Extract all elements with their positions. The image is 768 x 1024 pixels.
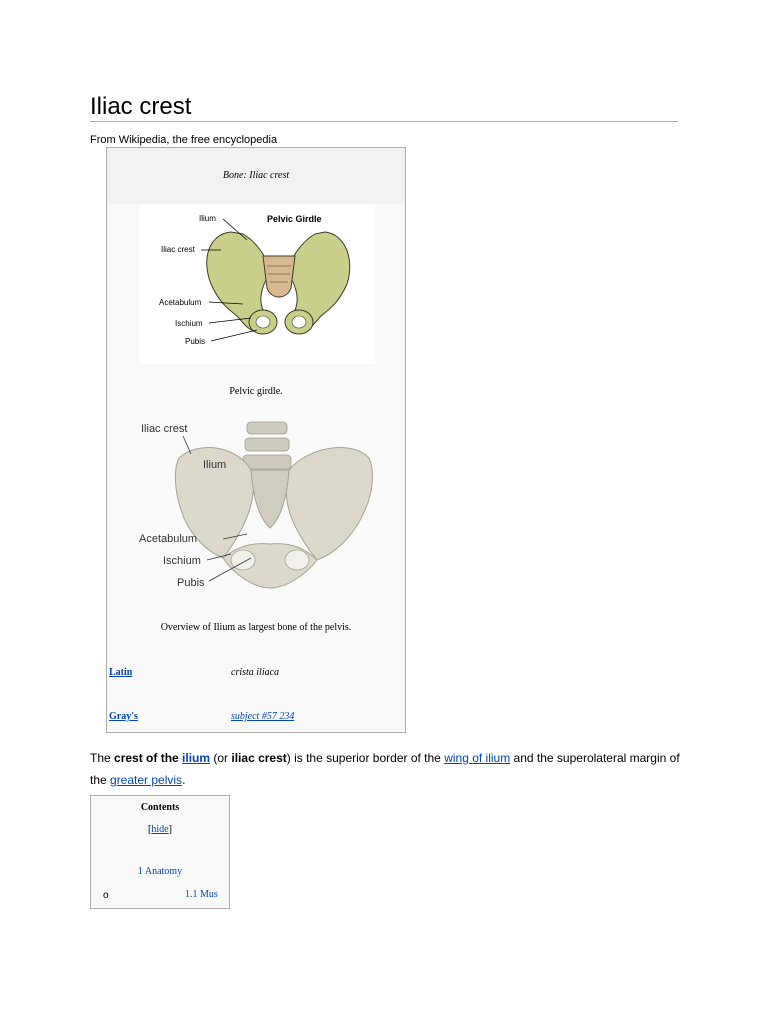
image-caption-1: Pelvic girdle.	[229, 386, 283, 397]
latin-value: crista iliaca	[231, 667, 280, 678]
toc-item-anatomy[interactable]: 1 Anatomy	[137, 866, 183, 877]
para-bold-1: crest of the	[114, 751, 183, 765]
toc-hide-toggle[interactable]: [hide]	[148, 824, 172, 835]
label-ischium: Ischium	[175, 319, 203, 328]
pelvic-girdle-illustration	[139, 204, 375, 364]
tagline: From Wikipedia, the free encyclopedia	[90, 134, 278, 146]
label-ischium-2: Ischium	[163, 555, 201, 567]
label-ilium-2: Ilium	[203, 459, 227, 471]
greater-pelvis-link[interactable]: greater pelvis	[110, 773, 183, 787]
grays-link[interactable]: Gray's	[109, 711, 138, 722]
label-pubis: Pubis	[185, 337, 206, 346]
lead-paragraph	[90, 747, 690, 791]
para-text-5: .	[182, 773, 186, 787]
label-pubis-2: Pubis	[177, 577, 205, 589]
label-acetabulum: Acetabulum	[159, 298, 202, 307]
para-text-4: and the superolateral margin of the	[90, 751, 680, 787]
pelvis-overview-image[interactable]	[139, 418, 375, 600]
pelvic-girdle-image[interactable]	[139, 204, 375, 364]
label-iliac-crest: Iliac crest	[161, 245, 195, 254]
para-bold-2: iliac crest	[231, 751, 287, 765]
grays-subject-link[interactable]: subject #57 234	[231, 711, 295, 722]
image-caption-2: Overview of Ilium as largest bone of the pelvis.	[160, 622, 352, 633]
para-text-3: ) is the superior border of the	[286, 751, 445, 765]
grays-value	[231, 711, 294, 722]
toc-title: Contents	[140, 802, 180, 813]
infobox-header-text: Bone: Iliac crest	[222, 170, 290, 181]
table-of-contents	[90, 795, 230, 909]
toc-bullet: o	[103, 890, 109, 901]
infobox	[106, 147, 406, 733]
label-iliac-crest-2: Iliac crest	[141, 423, 188, 435]
para-text-1: The	[90, 751, 115, 765]
pelvis-overview-illustration	[139, 418, 375, 600]
wing-of-ilium-link[interactable]: wing of ilium	[444, 751, 511, 765]
label-ilium: Ilium	[199, 214, 216, 223]
infobox-header	[107, 148, 405, 204]
diagram-title: Pelvic Girdle	[267, 214, 322, 224]
label-acetabulum-2: Acetabulum	[139, 533, 198, 545]
toc-hide-link[interactable]: hide	[151, 824, 169, 835]
toc-item-muscles[interactable]: 1.1 Mus	[185, 889, 218, 900]
ilium-link[interactable]: ilium	[182, 751, 211, 765]
title-divider	[90, 121, 678, 122]
page-title: Iliac crest	[90, 93, 192, 120]
para-text-2: (or	[210, 751, 232, 765]
latin-link[interactable]: Latin	[109, 667, 133, 678]
